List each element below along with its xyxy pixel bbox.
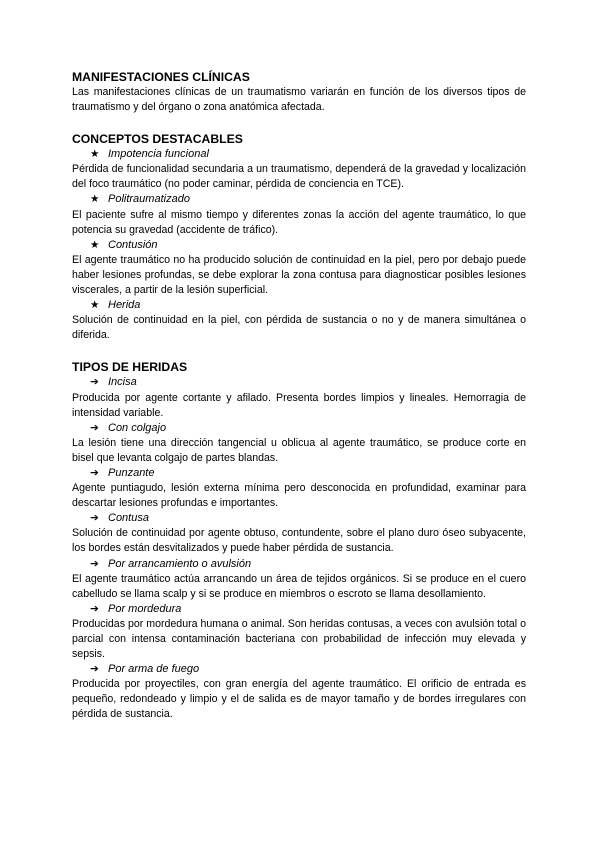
wound-type-heading [72, 375, 526, 390]
arrow-bullet-icon: ➔ [90, 663, 99, 676]
concept-label: Impotencia funcional [108, 148, 209, 161]
wound-type-heading [72, 602, 526, 617]
star-bullet-icon: ★ [90, 299, 100, 312]
concept-text: Pérdida de funcionalidad secundaria a un traumatismo, dependerá de la gravedad y localización del foco traumático (no poder caminar, pérdida de conciencia en TCE). [72, 163, 526, 191]
wound-type-heading [72, 662, 526, 677]
paragraph-manifestaciones: Las manifestaciones clínicas de un traumatismo variarán en función de los diversos tipos de traumatismo y del órgano o zona anatómica afectada. [72, 86, 526, 114]
wound-type-text: Producida por proyectiles, con gran energía del agente traumático. El orificio de entrada es pequeño, redondeado y limpio y el de salida es de mayor tamaño y de bordes irregulares con pérdida de sustancia. [72, 678, 526, 721]
star-bullet-icon: ★ [90, 238, 100, 251]
wound-type-text: El agente traumático actúa arrancando un área de tejidos orgánicos. Si se produce en el cuero cabelludo se llama scalp y si se produce en miembros o escroto se llama desollamiento. [72, 572, 526, 600]
section-title-tipos: TIPOS DE HERIDAS [72, 360, 188, 375]
wound-type-text: Producida por agente cortante y afilado. Presenta bordes limpios y lineales. Hemorragia de intensidad variable. [72, 391, 526, 419]
wound-type-label: Punzante [108, 466, 155, 479]
concept-label: Herida [108, 299, 141, 312]
arrow-bullet-icon: ➔ [90, 376, 99, 389]
wound-type-label: Por mordedura [108, 602, 182, 615]
wound-type-label: Contusa [108, 512, 149, 525]
wound-type-text: Solución de continuidad por agente obtuso, contundente, sobre el plano duro óseo subyacente, los bordes están desvitalizados y puede haber pérdida de sustancia. [72, 527, 526, 555]
arrow-bullet-icon: ➔ [90, 602, 99, 615]
wound-type-label: Incisa [108, 376, 137, 389]
wound-type-text: Producidas por mordedura humana o animal. Son heridas contusas, a veces con avulsión total o parcial con intensa contaminación bacteriana con probabilidad de infección muy elevada y sepsis. [72, 617, 526, 661]
concept-label: Contusión [108, 238, 158, 251]
concept-text: Solución de continuidad en la piel, con pérdida de sustancia o no y de manera simultánea o diferida. [72, 314, 526, 342]
wound-type-text: La lesión tiene una dirección tangencial u oblicua al agente traumático, se produce corte en bisel que levanta colgajo de partes blandas. [72, 436, 526, 464]
arrow-bullet-icon: ➔ [90, 421, 99, 434]
wound-type-heading [72, 421, 526, 436]
concept-text: El agente traumático no ha producido solución de continuidad en la piel, pero por debajo puede haber lesiones profundas, se debe explorar la zona contusa para diagnosticar posibles lesiones viscerales, a partir de la lesión superficial. [72, 253, 526, 297]
star-bullet-icon: ★ [90, 193, 100, 206]
wound-type-text: Agente puntiagudo, lesión externa mínima pero desconocida en profundidad, examinar para descartar lesiones profundas e importantes. [72, 482, 526, 510]
star-bullet-icon: ★ [90, 148, 100, 161]
wound-type-heading [72, 511, 526, 526]
wound-type-label: Por arma de fuego [108, 663, 200, 676]
section-title-manifestaciones: MANIFESTACIONES CLÍNICAS [72, 70, 250, 84]
concept-heading [72, 147, 526, 162]
wound-type-heading [72, 557, 526, 572]
arrow-bullet-icon: ➔ [90, 466, 99, 479]
concept-heading [72, 298, 526, 313]
arrow-bullet-icon: ➔ [90, 557, 99, 570]
wound-type-label: Con colgajo [108, 421, 167, 434]
wound-type-heading [72, 466, 526, 481]
concept-label: Politraumatizado [108, 193, 190, 206]
section-title-conceptos: CONCEPTOS DESTACABLES [72, 132, 243, 147]
concept-heading [72, 238, 526, 253]
concept-text: El paciente sufre al mismo tiempo y diferentes zonas la acción del agente traumático, lo que potencia su gravedad (accidente de tráfico). [72, 208, 526, 236]
document-page [72, 70, 526, 723]
arrow-bullet-icon: ➔ [90, 512, 99, 525]
wound-type-label: Por arrancamiento o avulsión [108, 557, 252, 570]
concept-heading [72, 192, 526, 207]
